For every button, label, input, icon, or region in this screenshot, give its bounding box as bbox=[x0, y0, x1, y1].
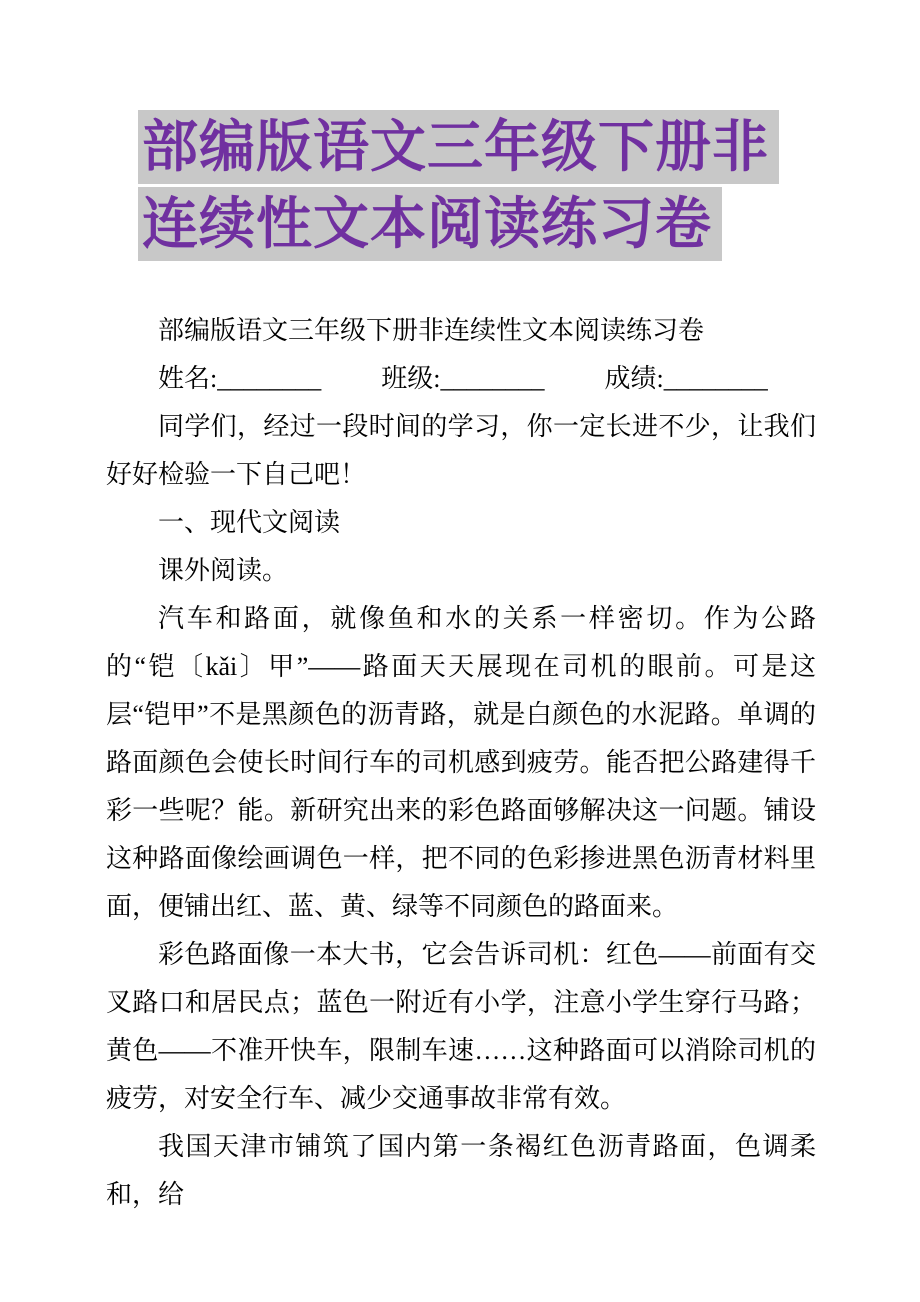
class-field bbox=[381, 355, 544, 403]
section-heading: 一、现代文阅读 bbox=[158, 508, 341, 537]
document-title bbox=[138, 110, 920, 261]
class-label: 班级: bbox=[381, 364, 441, 393]
paragraph-header: 部编版语文三年级下册非连续性文本阅读练习卷 bbox=[158, 316, 705, 345]
student-info-row bbox=[106, 355, 816, 403]
passage-paragraph-3: 我国天津市铺筑了国内第一条褐红色沥青路面，色调柔和，给 bbox=[106, 1132, 816, 1209]
name-label: 姓名: bbox=[158, 364, 218, 393]
title-line-1: 部编版语文三年级下册非 bbox=[138, 110, 779, 184]
document-body bbox=[106, 307, 816, 1219]
subsection-heading: 课外阅读。 bbox=[158, 556, 289, 585]
passage-paragraph-2: 彩色路面像一本大书，它会告诉司机：红色——前面有交叉路口和居民点；蓝色一附近有小学，注意小学生穿行马路；黄色——不准开快车，限制车速……这种路面可以消除司机的疲劳，对安全行车、减少交通事故非常有效。 bbox=[106, 940, 816, 1113]
class-blank: ________ bbox=[440, 364, 545, 393]
score-blank: ________ bbox=[663, 364, 768, 393]
score-label: 成绩: bbox=[604, 364, 664, 393]
passage-paragraph-1: 汽车和路面，就像鱼和水的关系一样密切。作为公路的“铠〔kǎi〕甲”——路面天天展现在司机的眼前。可是这层“铠甲”不是黑颜色的沥青路，就是白颜色的水泥路。单调的路面颜色会使长时间行车的司机感到疲劳。能否把公路建得千彩一些呢？能。新研究出来的彩色路面够解决这一问题。铺设这种路面像绘画调色一样，把不同的色彩掺进黑色沥青材料里面，便铺出红、蓝、黄、绿等不同颜色的路面来。 bbox=[106, 604, 816, 921]
score-field bbox=[604, 355, 767, 403]
paragraph-intro: 同学们，经过一段时间的学习，你一定长进不少，让我们好好检验一下自己吧！ bbox=[106, 412, 816, 489]
name-field bbox=[158, 355, 321, 403]
title-line-2: 连续性文本阅读练习卷 bbox=[138, 187, 722, 261]
name-blank: ________ bbox=[217, 364, 322, 393]
